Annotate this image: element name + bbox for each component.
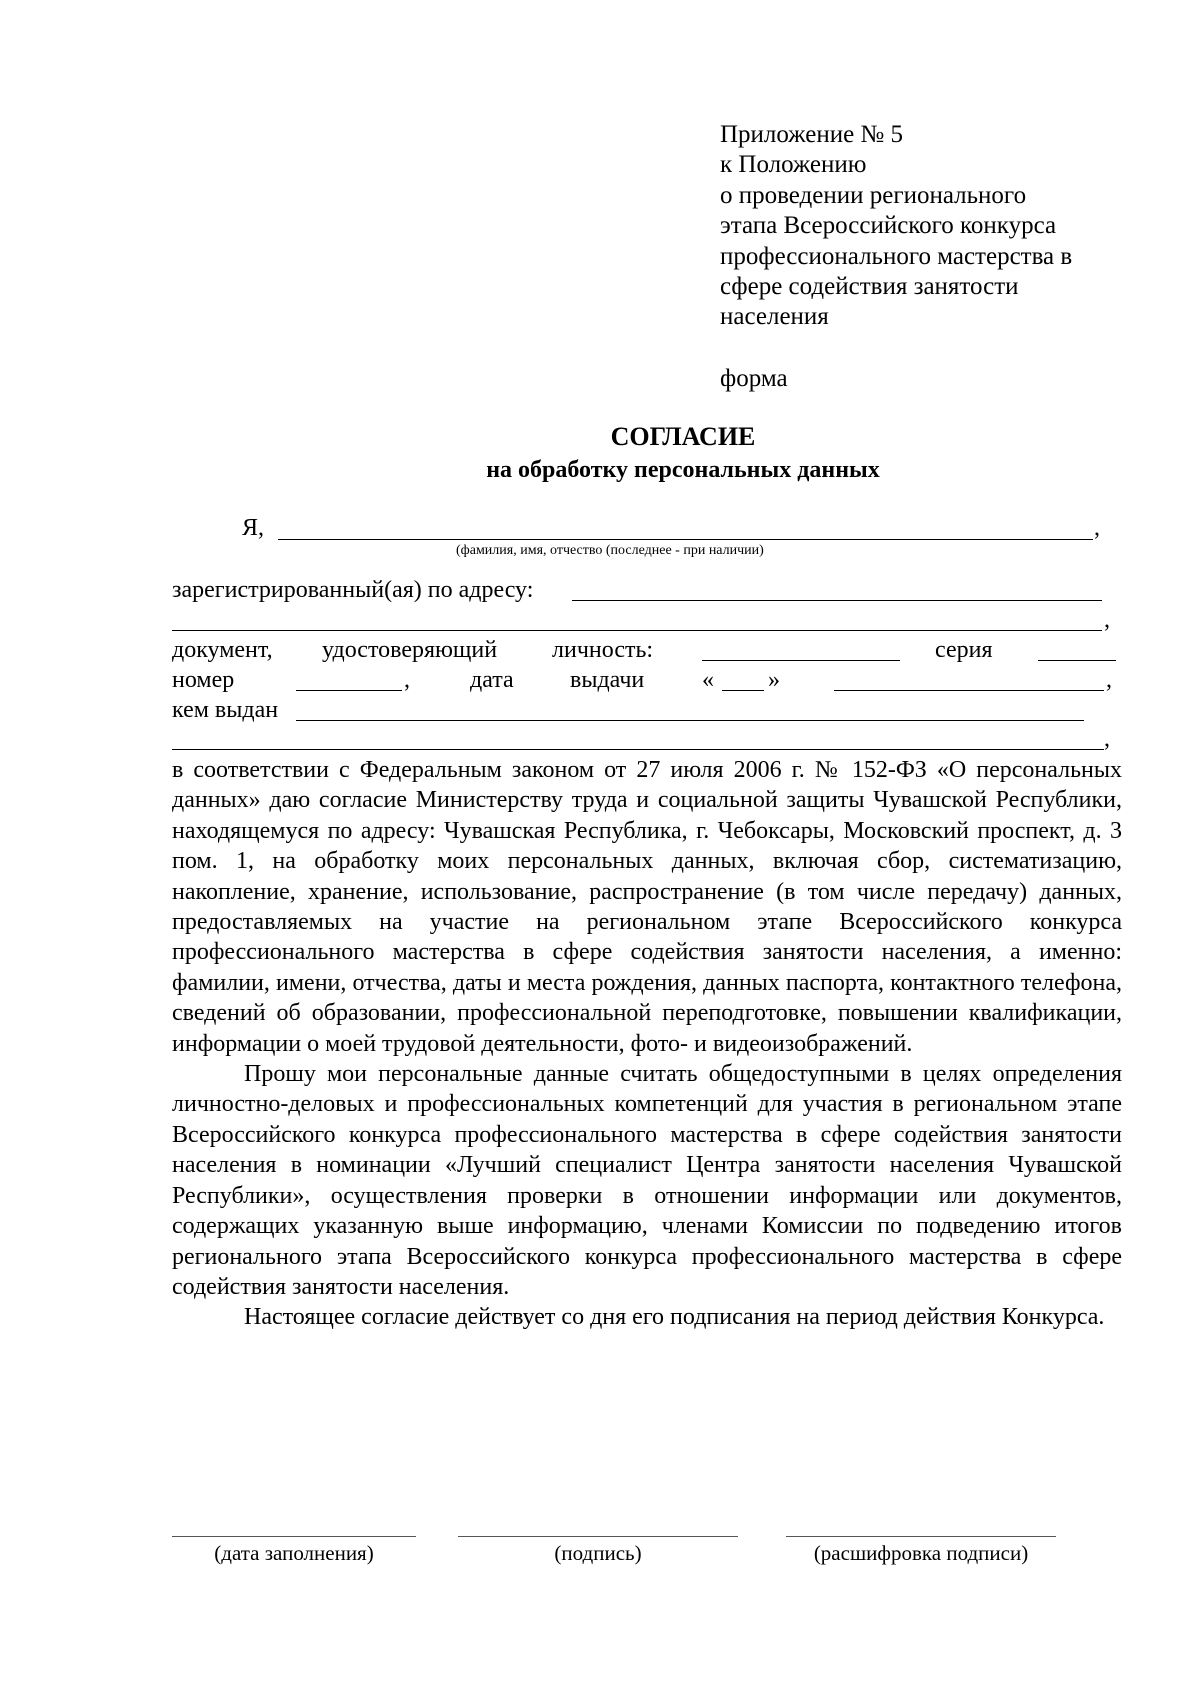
comma: , — [1104, 726, 1110, 752]
consent-paragraph-2: Прошу мои персональные данные считать общедоступными в целях определения личностно-деловых и профессиональных компетенций для участия в региональном этапе Всероссийского конкурса профессионального мастерства в сфере содействия занятости населения в номинации «Лучший специалист Центра занятости населения Чувашской Республики», осуществления проверки в отношении информации или документов, содержащих указанную выше информацию, членами Комиссии по подведению итогов регионального этапа Всероссийского конкурса профессионального мастерства в сфере содействия занятости населения. — [172, 1061, 1122, 1300]
address-field[interactable] — [572, 600, 1102, 601]
comma: , — [1106, 667, 1112, 693]
issue-month-year-field[interactable] — [834, 690, 1104, 691]
doc-label-1: документ, — [172, 637, 273, 663]
registered-label: зарегистрированный(ая) по адресу: — [172, 577, 534, 603]
appendix-line: к Положению — [720, 151, 867, 179]
comma: , — [1104, 607, 1110, 633]
series-field[interactable] — [1038, 660, 1116, 661]
appendix-line: населения — [720, 303, 829, 331]
fill-date-field[interactable] — [172, 1536, 416, 1537]
number-field[interactable] — [296, 690, 402, 691]
series-label: серия — [935, 637, 993, 663]
consent-paragraph-1: в соответствии с Федеральным законом от 27 июля 2006 г. № 152-ФЗ «О персональных данных» даю согласие Министерству труда и социальной защиты Чувашской Республики, находящемуся по адресу: Чувашская Республика, г. Чебоксары, Московский проспект, д. 3 пом. 1, на обработку моих персональных данных, включая сбор, систематизацию, накопление, хранение, использование, распространение (в том числе передачу) данных, предоставляемых на участие на региональном этапе Всероссийского конкурса профессионального мастерства в сфере содействия занятости населения, а именно: фамилии, имени, отчества, даты и места рождения, данных паспорта, контактного телефона, сведений об образовании, профессиональной переподготовке, повышении квалификации, информации о моей трудовой деятельности, фото- и видеоизображений. — [172, 757, 1122, 1057]
form-label: форма — [720, 365, 788, 392]
document-type-field[interactable] — [702, 660, 900, 661]
signature-decode-caption: (расшифровка подписи) — [813, 1541, 1029, 1565]
appendix-header — [720, 120, 1160, 333]
appendix-line: этапа Всероссийского конкурса — [720, 212, 1057, 240]
consent-paragraph-3: Настоящее согласие действует со дня его подписания на период действия Конкурса. — [244, 1304, 1105, 1331]
consent-body — [172, 755, 1122, 1333]
document-title: СОГЛАСИЕ — [610, 422, 756, 451]
issued-by-field[interactable] — [296, 720, 1084, 721]
doc-label-2: удостоверяющий — [322, 637, 498, 663]
number-label: номер — [172, 667, 235, 693]
comma: , — [404, 667, 410, 693]
fio-field[interactable] — [278, 539, 1093, 540]
issue-label: выдачи — [570, 667, 645, 693]
quote-close: » — [768, 667, 780, 693]
signature-caption: (подпись) — [554, 1541, 642, 1565]
signature-field[interactable] — [458, 1536, 738, 1537]
appendix-line: о проведении регионального — [720, 181, 1027, 209]
fio-hint: (фамилия, имя, отчество (последнее - при наличии) — [456, 543, 764, 558]
date-label: дата — [470, 667, 514, 693]
appendix-line: Приложение № 5 — [720, 121, 904, 148]
issue-day-field[interactable] — [722, 690, 764, 691]
ya-label: Я, — [242, 515, 265, 541]
fill-date-caption: (дата заполнения) — [214, 1541, 374, 1565]
doc-label-3: личность: — [552, 637, 654, 663]
appendix-line: профессионального мастерства в — [720, 242, 1073, 270]
appendix-line: сфере содействия занятости — [720, 273, 1019, 301]
comma: , — [1094, 515, 1100, 541]
issued-by-field-continued[interactable] — [172, 749, 1104, 750]
document-subtitle: на обработку персональных данных — [486, 457, 880, 483]
signature-decode-field[interactable] — [786, 1536, 1056, 1537]
quote-open: « — [702, 667, 714, 693]
issued-by-label: кем выдан — [172, 697, 279, 723]
address-field-continued[interactable] — [172, 630, 1102, 631]
